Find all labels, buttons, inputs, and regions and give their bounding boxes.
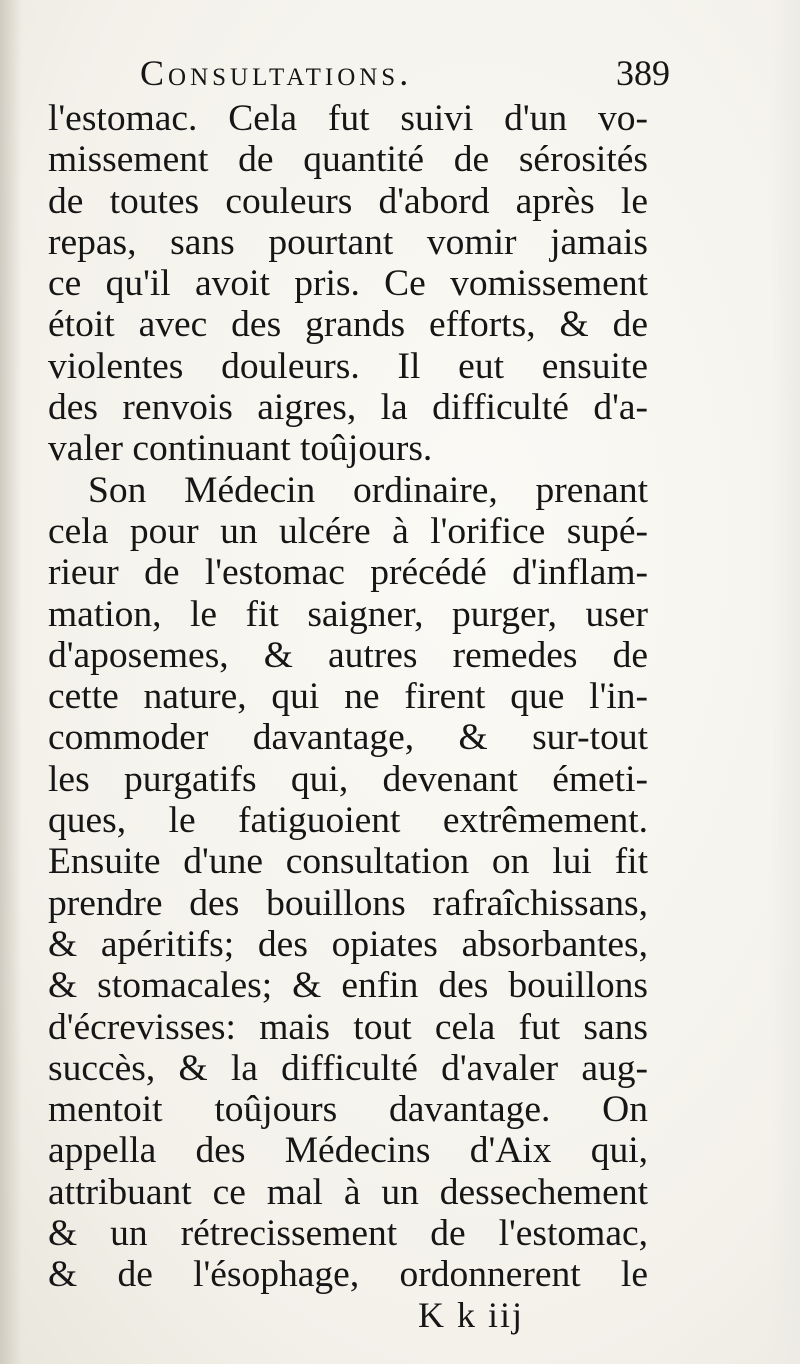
text-line: attribuant ce mal à un dessechement <box>48 1171 648 1213</box>
page-header <box>140 48 670 98</box>
page-number: 389 <box>616 53 670 93</box>
text-line: violentes douleurs. Il eut ensuite <box>48 345 648 387</box>
text-line: d'aposemes, & autres remedes de <box>48 634 648 676</box>
text-line: repas, sans pourtant vomir jamais <box>48 221 648 263</box>
text-line: d'écrevisses: mais tout cela fut sans <box>48 1006 648 1048</box>
text-line: cette nature, qui ne firent que l'in- <box>48 676 648 718</box>
text-line: cela pour un ulcére à l'orifice supé- <box>48 510 648 552</box>
text-line: & stomacales; & enfin des bouillons <box>48 965 648 1007</box>
text-line: prendre des bouillons rafraîchissans, <box>48 882 648 924</box>
text-line: & un rétrecissement de l'estomac, <box>48 1213 648 1255</box>
text-line: ce qu'il avoit pris. Ce vomissement <box>48 263 648 305</box>
text-line: les purgatifs qui, devenant émeti- <box>48 758 648 800</box>
text-line: & de l'ésophage, ordonnerent le <box>48 1254 648 1296</box>
text-line: valer continuant toûjours. <box>48 428 433 470</box>
text-line: rieur de l'estomac précédé d'inflam- <box>48 552 648 594</box>
text-line: mentoit toûjours davantage. On <box>48 1089 648 1131</box>
text-line: appella des Médecins d'Aix qui, <box>48 1130 648 1172</box>
text-line: mation, le fit saigner, purger, user <box>48 593 648 635</box>
text-line: commoder davantage, & sur-tout <box>48 717 648 759</box>
text-line: & apéritifs; des opiates absorbantes, <box>48 923 648 965</box>
text-line: ques, le fatiguoient extrêmement. <box>48 800 648 842</box>
text-line: des renvois aigres, la difficulté d'a- <box>48 387 648 429</box>
text-line: missement de quantité de sérosités <box>48 139 648 181</box>
text-line: étoit avec des grands efforts, & de <box>48 304 648 346</box>
running-head: Consultations. <box>140 53 413 93</box>
body-text <box>48 98 648 1296</box>
text-line: Ensuite d'une consultation on lui fit <box>48 841 648 883</box>
signature-mark: K k iij <box>418 1295 525 1335</box>
paragraph-start-line: Son Médecin ordinaire, prenant <box>88 469 648 511</box>
page-edge <box>770 0 800 1364</box>
gutter-shadow <box>0 0 22 1364</box>
text-line: de toutes couleurs d'abord après le <box>48 180 648 222</box>
text-line: l'estomac. Cela fut suivi d'un vo- <box>48 98 648 139</box>
text-line: succès, & la difficulté d'avaler aug- <box>48 1047 648 1089</box>
